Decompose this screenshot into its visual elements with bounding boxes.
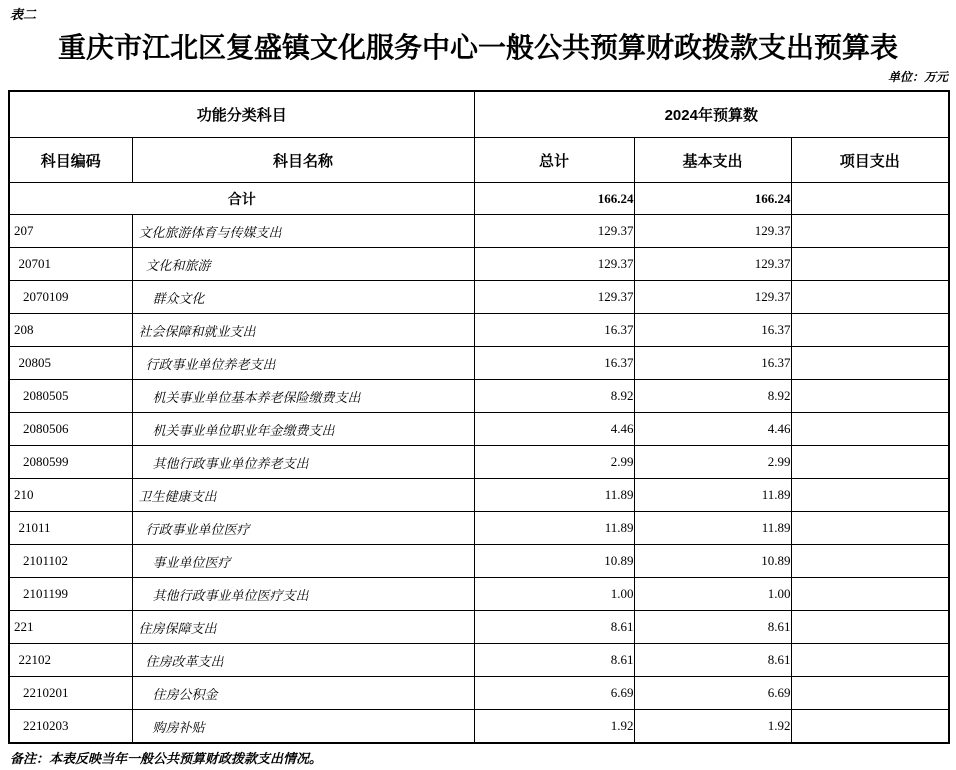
- subject-code-cell: 2101199: [9, 578, 132, 611]
- total-value-cell: 10.89: [474, 545, 634, 578]
- subject-code-cell: 2080506: [9, 413, 132, 446]
- subject-name-cell: 其他行政事业单位医疗支出: [132, 578, 474, 611]
- table-row: [9, 248, 949, 281]
- subject-name-cell: 机关事业单位职业年金缴费支出: [132, 413, 474, 446]
- subject-name-cell: 行政事业单位医疗: [132, 512, 474, 545]
- basic-expenditure-cell: 129.37: [634, 215, 791, 248]
- basic-expenditure-cell: 1.00: [634, 578, 791, 611]
- subject-code-cell: 221: [9, 611, 132, 644]
- total-row-basic-value: 166.24: [634, 183, 791, 215]
- total-row-label: 合计: [9, 183, 474, 215]
- total-value-cell: 1.92: [474, 710, 634, 744]
- table-group-header-row: [9, 91, 949, 138]
- total-value-cell: 129.37: [474, 248, 634, 281]
- project-expenditure-cell: [791, 281, 949, 314]
- basic-expenditure-cell: 16.37: [634, 347, 791, 380]
- table-row: [9, 545, 949, 578]
- subject-name-cell: 住房改革支出: [132, 644, 474, 677]
- total-value-cell: 129.37: [474, 215, 634, 248]
- budget-table: [8, 90, 950, 744]
- total-value-cell: 1.00: [474, 578, 634, 611]
- column-header-project: 项目支出: [791, 138, 949, 183]
- table-column-header-row: [9, 138, 949, 183]
- total-value-cell: 8.92: [474, 380, 634, 413]
- project-expenditure-cell: [791, 413, 949, 446]
- project-expenditure-cell: [791, 578, 949, 611]
- total-value-cell: 16.37: [474, 314, 634, 347]
- table-body: [9, 183, 949, 744]
- project-expenditure-cell: [791, 644, 949, 677]
- subject-name-cell: 住房公积金: [132, 677, 474, 710]
- project-expenditure-cell: [791, 314, 949, 347]
- subject-name-cell: 群众文化: [132, 281, 474, 314]
- subject-name-cell: 其他行政事业单位养老支出: [132, 446, 474, 479]
- basic-expenditure-cell: 129.37: [634, 281, 791, 314]
- project-expenditure-cell: [791, 677, 949, 710]
- subject-code-cell: 21011: [9, 512, 132, 545]
- subject-name-cell: 文化旅游体育与传媒支出: [132, 215, 474, 248]
- subject-code-cell: 207: [9, 215, 132, 248]
- total-value-cell: 6.69: [474, 677, 634, 710]
- table-row: [9, 644, 949, 677]
- table-row: [9, 512, 949, 545]
- basic-expenditure-cell: 11.89: [634, 512, 791, 545]
- table-row: [9, 479, 949, 512]
- subject-code-cell: 2070109: [9, 281, 132, 314]
- subject-code-cell: 20701: [9, 248, 132, 281]
- project-expenditure-cell: [791, 215, 949, 248]
- subject-code-cell: 2210201: [9, 677, 132, 710]
- subject-name-cell: 文化和旅游: [132, 248, 474, 281]
- page-title: 重庆市江北区复盛镇文化服务中心一般公共预算财政拨款支出预算表: [57, 33, 898, 64]
- table-row: [9, 677, 949, 710]
- project-expenditure-cell: [791, 248, 949, 281]
- subject-name-cell: 卫生健康支出: [132, 479, 474, 512]
- project-expenditure-cell: [791, 347, 949, 380]
- column-header-name: 科目名称: [132, 138, 474, 183]
- subject-name-cell: 行政事业单位养老支出: [132, 347, 474, 380]
- subject-code-cell: 22102: [9, 644, 132, 677]
- project-expenditure-cell: [791, 710, 949, 744]
- subject-name-cell: 事业单位医疗: [132, 545, 474, 578]
- total-row: [9, 183, 949, 215]
- subject-code-cell: 210: [9, 479, 132, 512]
- basic-expenditure-cell: 1.92: [634, 710, 791, 744]
- project-expenditure-cell: [791, 512, 949, 545]
- total-value-cell: 8.61: [474, 644, 634, 677]
- header-function-subjects: 功能分类科目: [9, 91, 474, 138]
- table-row: [9, 710, 949, 744]
- subject-code-cell: 2101102: [9, 545, 132, 578]
- subject-code-cell: 208: [9, 314, 132, 347]
- table-row: [9, 611, 949, 644]
- unit-note: 单位：万元: [887, 70, 948, 84]
- project-expenditure-cell: [791, 611, 949, 644]
- basic-expenditure-cell: 8.61: [634, 644, 791, 677]
- subject-code-cell: 2210203: [9, 710, 132, 744]
- project-expenditure-cell: [791, 380, 949, 413]
- subject-name-cell: 机关事业单位基本养老保险缴费支出: [132, 380, 474, 413]
- subject-code-cell: 20805: [9, 347, 132, 380]
- basic-expenditure-cell: 129.37: [634, 248, 791, 281]
- table-row: [9, 314, 949, 347]
- basic-expenditure-cell: 10.89: [634, 545, 791, 578]
- basic-expenditure-cell: 8.92: [634, 380, 791, 413]
- subject-code-cell: 2080599: [9, 446, 132, 479]
- basic-expenditure-cell: 16.37: [634, 314, 791, 347]
- table-row: [9, 380, 949, 413]
- total-value-cell: 11.89: [474, 479, 634, 512]
- total-row-total-value: 166.24: [474, 183, 634, 215]
- total-value-cell: 11.89: [474, 512, 634, 545]
- total-row-project-value: [791, 183, 949, 215]
- table-row: [9, 347, 949, 380]
- subject-name-cell: 住房保障支出: [132, 611, 474, 644]
- total-value-cell: 2.99: [474, 446, 634, 479]
- header-budget-year: 2024年预算数: [474, 91, 949, 138]
- total-value-cell: 129.37: [474, 281, 634, 314]
- subject-name-cell: 购房补贴: [132, 710, 474, 744]
- project-expenditure-cell: [791, 545, 949, 578]
- subject-code-cell: 2080505: [9, 380, 132, 413]
- column-header-code: 科目编码: [9, 138, 132, 183]
- table-row: [9, 578, 949, 611]
- table-row: [9, 446, 949, 479]
- basic-expenditure-cell: 6.69: [634, 677, 791, 710]
- total-value-cell: 16.37: [474, 347, 634, 380]
- column-header-total: 总计: [474, 138, 634, 183]
- table-row: [9, 215, 949, 248]
- total-value-cell: 4.46: [474, 413, 634, 446]
- basic-expenditure-cell: 11.89: [634, 479, 791, 512]
- total-value-cell: 8.61: [474, 611, 634, 644]
- footer-note: 备注：本表反映当年一般公共预算财政拨款支出情况。: [10, 751, 323, 766]
- table-row: [9, 281, 949, 314]
- corner-label: 表二: [10, 7, 37, 22]
- project-expenditure-cell: [791, 446, 949, 479]
- subject-name-cell: 社会保障和就业支出: [132, 314, 474, 347]
- table-row: [9, 413, 949, 446]
- project-expenditure-cell: [791, 479, 949, 512]
- basic-expenditure-cell: 2.99: [634, 446, 791, 479]
- basic-expenditure-cell: 4.46: [634, 413, 791, 446]
- basic-expenditure-cell: 8.61: [634, 611, 791, 644]
- column-header-basic: 基本支出: [634, 138, 791, 183]
